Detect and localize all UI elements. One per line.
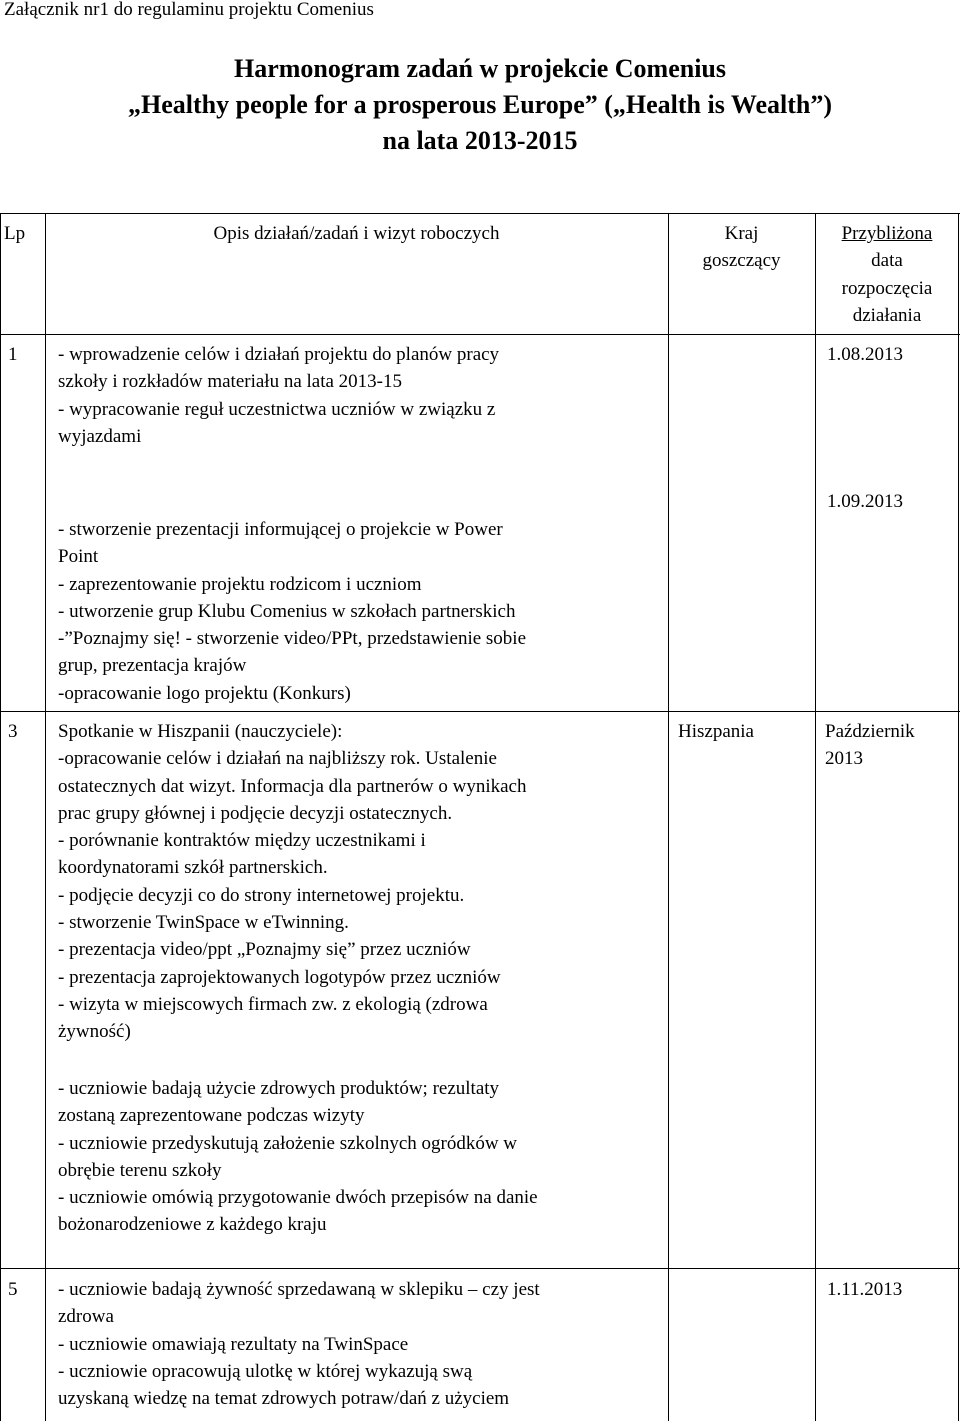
table-cell-lp: 5 [8, 1279, 18, 1300]
table-cell-lp: 3 [8, 721, 18, 742]
header-lp: Lp [4, 223, 26, 244]
header-date-line: Przybliżona [841, 223, 933, 244]
col-border-right [958, 213, 959, 1421]
header-bottom-border [0, 334, 960, 335]
col-border [668, 213, 669, 1421]
col-border [815, 213, 816, 1421]
attachment-caption: Załącznik nr1 do regulaminu projektu Comenius [4, 0, 374, 20]
title-line-2: „Healthy people for a prosperous Europe” („Health is Wealth”) [128, 90, 832, 119]
document-title [0, 51, 960, 159]
header-start-date [816, 220, 958, 329]
table-cell-date: 1.11.2013 [827, 1279, 903, 1300]
table-cell-lp: 1 [8, 344, 18, 365]
table-top-border [0, 213, 960, 214]
col-border [45, 213, 46, 1421]
table-cell-date: 1.08.2013 [827, 344, 903, 365]
header-host-country [669, 220, 814, 275]
table-cell-description: - wprowadzenie celów i działań projektu do planów pracy szkoły i rozkładów materiału na lata 2013-15 - wypracowanie reguł uczestnictwa uczniów w związku z wyjazdami [58, 344, 500, 447]
header-date-line: rozpoczęcia [841, 277, 933, 299]
title-line-1: Harmonogram zadań w projekcie Comenius [233, 54, 727, 83]
row-border [0, 711, 960, 712]
header-date-line: działania [852, 304, 922, 326]
header-host-line: Kraj [724, 223, 759, 244]
table-cell-date: Październik 2013 [825, 721, 915, 770]
table-cell-description: - uczniowie badają żywność sprzedawaną w sklepiku – czy jest zdrowa - uczniowie omawiają rezultaty na TwinSpace - uczniowie opracowują ulotkę w której wykazują swą uzyskaną wiedzę na temat zdrowych potraw/dań z użyciem [58, 1279, 540, 1410]
header-date-line: data [871, 250, 903, 272]
table-cell-description: Spotkanie w Hiszpanii (nauczyciele): -opracowanie celów i działań na najbliższy rok. Ustalenie ostatecznych dat wizyt. Informacja dla partnerów o wynikach prac grupy głównej i podjęcie decyzji ostatecznych. - porównanie kontraktów między uczestnikami i koordynatorami szkół partnerskich. - podjęcie decyzji co do strony internetowej projektu. - stworzenie TwinSpace w eTwinning. - prezentacja video/ppt „Poznajmy się” przez uczniów - prezentacja zaprojektowanych logotypów przez uczniów - wizyta w miejscowych firmach zw. z ekologią (zdrowa żywność) [58, 721, 527, 1043]
table-cell-date: 1.09.2013 [827, 491, 903, 512]
table-cell-description: - stworzenie prezentacji informującej o projekcie w Power Point - zaprezentowanie projektu rodzicom i uczniom - utworzenie grup Klubu Comenius w szkołach partnerskich -”Poznajmy się! - stworzenie video/PPt, przedstawienie sobie grup, prezentacja krajów -opracowanie logo projektu (Konkurs) [58, 519, 527, 704]
header-host-line: goszczący [702, 250, 781, 272]
row-border [0, 1268, 960, 1269]
table-cell-description: - uczniowie badają użycie zdrowych produktów; rezultaty zostaną zaprezentowane podczas wizyty - uczniowie przedyskutują założenie szkolnych ogródków w obrębie terenu szkoły - uczniowie omówią przygotowanie dwóch przepisów na danie bożonarodzeniowe z każdego kraju [58, 1078, 538, 1236]
header-description: Opis działań/zadań i wizyt roboczych [213, 223, 500, 244]
col-border-left [0, 213, 1, 1421]
table-cell-host: Hiszpania [678, 721, 754, 742]
title-line-3: na lata 2013-2015 [382, 126, 578, 155]
